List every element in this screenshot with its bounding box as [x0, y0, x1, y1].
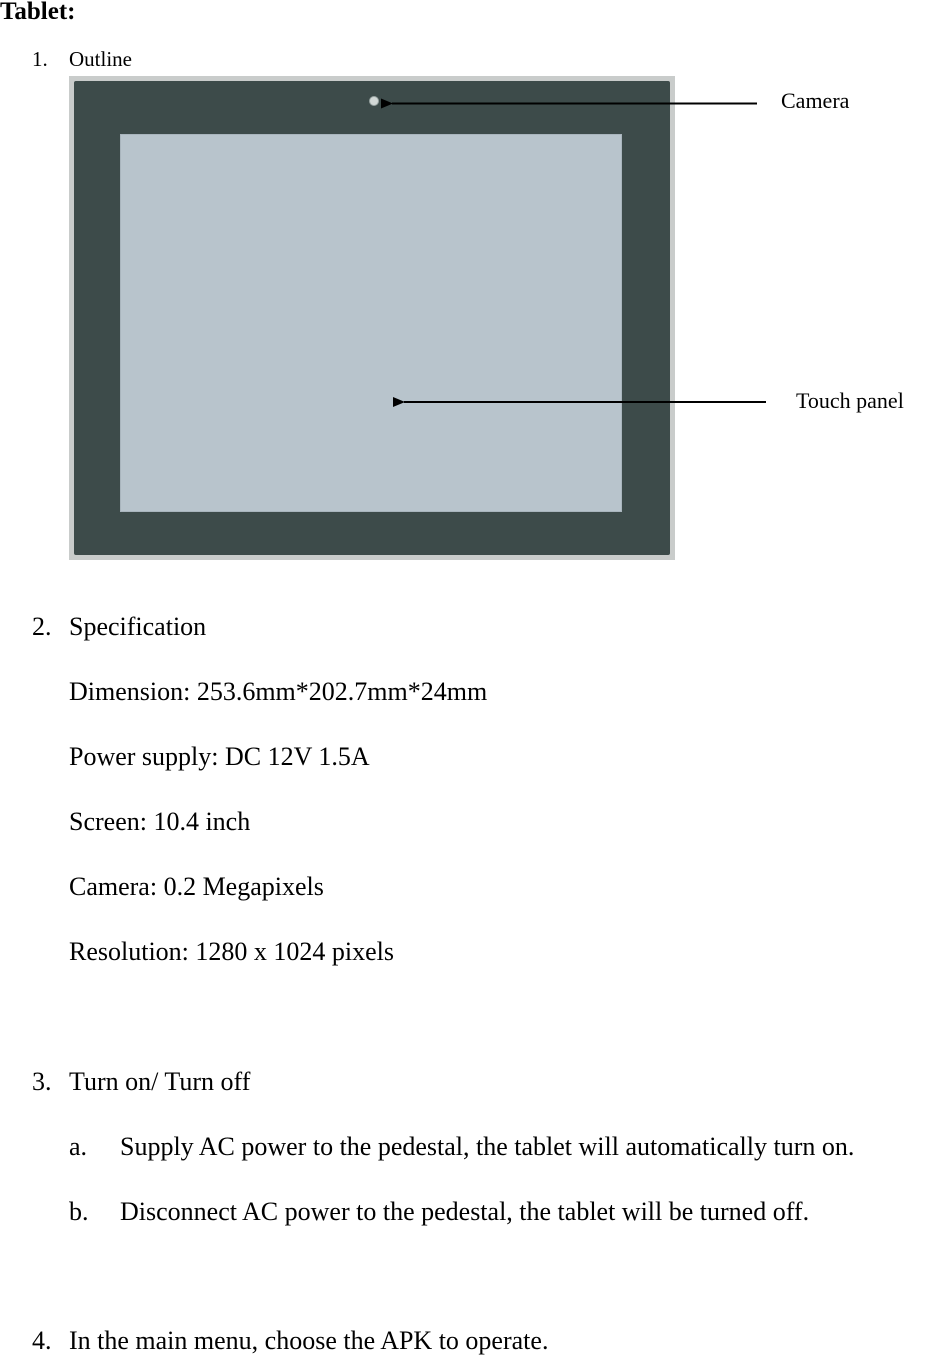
step-b-letter: b.	[69, 1197, 89, 1226]
tablet-touch-panel	[120, 134, 622, 512]
step-a-text: Supply AC power to the pedestal, the tablet will automatically turn on.	[120, 1132, 855, 1161]
document-title: Tablet:	[0, 0, 76, 25]
section-1-heading: Outline	[69, 47, 132, 71]
section-4-number: 4.	[32, 1326, 52, 1355]
section-2-number: 2.	[32, 612, 52, 641]
section-1-number: 1.	[32, 47, 48, 71]
spec-power-supply: Power supply: DC 12V 1.5A	[69, 742, 370, 771]
tablet-illustration	[69, 76, 675, 560]
spec-screen: Screen: 10.4 inch	[69, 807, 251, 836]
step-b-text: Disconnect AC power to the pedestal, the tablet will be turned off.	[120, 1197, 810, 1226]
section-2-heading: Specification	[69, 612, 207, 641]
camera-lens-icon	[369, 96, 379, 106]
section-3-heading: Turn on/ Turn off	[69, 1067, 251, 1096]
callout-label-camera: Camera	[781, 88, 850, 113]
step-a-letter: a.	[69, 1132, 88, 1161]
tablet-bezel	[74, 81, 670, 555]
section-3-number: 3.	[32, 1067, 52, 1096]
spec-resolution: Resolution: 1280 x 1024 pixels	[69, 937, 394, 966]
callout-label-touch-panel: Touch panel	[796, 388, 904, 413]
spec-camera: Camera: 0.2 Megapixels	[69, 872, 324, 901]
section-4-text: In the main menu, choose the APK to operate.	[69, 1326, 549, 1355]
spec-dimension: Dimension: 253.6mm*202.7mm*24mm	[69, 677, 488, 706]
